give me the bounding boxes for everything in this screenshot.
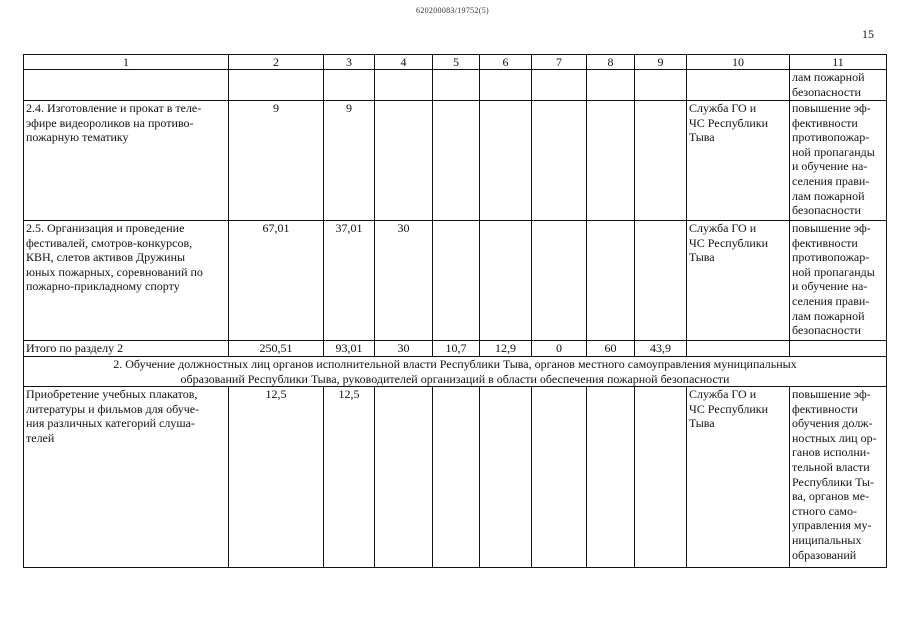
header-cell: 7 (532, 55, 587, 70)
executor-cell: Служба ГО и ЧС Республики Тыва (687, 221, 790, 341)
effect-cell: лам пожарной безопасности (790, 70, 887, 101)
amount-cell: 60 (587, 341, 635, 357)
section-heading-row (24, 357, 887, 387)
amount-cell (480, 101, 532, 221)
amount-cell (587, 101, 635, 221)
table-cell (324, 70, 375, 101)
table-cell (24, 70, 229, 101)
amount-cell (433, 387, 480, 568)
table-row-training (24, 387, 887, 568)
amount-cell (480, 221, 532, 341)
amount-cell: 9 (324, 101, 375, 221)
total-amount: 67,01 (229, 221, 324, 341)
amount-cell (532, 101, 587, 221)
amount-cell (635, 387, 687, 568)
amount-cell: 30 (375, 341, 433, 357)
amount-cell: 43,9 (635, 341, 687, 357)
activity-name: 2.4. Изготовление и прокат в теле- эфире видеороликов на противо- пожарную тематику (24, 101, 229, 221)
table-cell (480, 70, 532, 101)
table-cell (635, 70, 687, 101)
amount-cell: 37,01 (324, 221, 375, 341)
section-heading: 2. Обучение должностных лиц органов исполнительной власти Республики Тыва, органов местного самоуправления муниципальных образований Республики Тыва, руководителей организаций в области обеспечения пожарной безопасности (24, 357, 887, 387)
table-cell (375, 70, 433, 101)
amount-cell (532, 221, 587, 341)
continuation-row (24, 70, 887, 101)
header-cell: 4 (375, 55, 433, 70)
header-row (24, 55, 887, 70)
amount-cell (375, 101, 433, 221)
table-cell (229, 70, 324, 101)
executor-cell (687, 341, 790, 357)
amount-cell: 30 (375, 221, 433, 341)
table-cell (532, 70, 587, 101)
amount-cell (532, 387, 587, 568)
amount-cell (433, 101, 480, 221)
executor-cell: Служба ГО и ЧС Республики Тыва (687, 387, 790, 568)
activity-name: 2.5. Организация и проведение фестивалей, смотров-конкурсов, КВН, слетов активов Дружины юных пожарных, соревнований по пожарно-прикладному спорту (24, 221, 229, 341)
table-cell (587, 70, 635, 101)
header-cell: 8 (587, 55, 635, 70)
amount-cell: 93,01 (324, 341, 375, 357)
header-cell: 6 (480, 55, 532, 70)
table-row-2-4 (24, 101, 887, 221)
amount-cell (375, 387, 433, 568)
amount-cell (635, 101, 687, 221)
header-cell: 1 (24, 55, 229, 70)
table-row-2-5 (24, 221, 887, 341)
total-amount: 12,5 (229, 387, 324, 568)
header-cell: 2 (229, 55, 324, 70)
activity-name: Приобретение учебных плакатов, литературы и фильмов для обуче- ния различных категорий слуша- телей (24, 387, 229, 568)
header-cell: 9 (635, 55, 687, 70)
amount-cell: 10,7 (433, 341, 480, 357)
effect-cell (790, 341, 887, 357)
total-row (24, 341, 887, 357)
document-id: 620200083/19752(5) (416, 6, 489, 15)
budget-table (23, 54, 887, 568)
amount-cell: 12,9 (480, 341, 532, 357)
header-cell: 10 (687, 55, 790, 70)
effect-cell: повышение эф- фективности противопожар- ной пропаганды и обучение на- селения прави- лам пожарной безопасности (790, 221, 887, 341)
page-number: 15 (862, 27, 874, 41)
amount-cell (587, 221, 635, 341)
amount-cell (635, 221, 687, 341)
executor-cell: Служба ГО и ЧС Республики Тыва (687, 101, 790, 221)
amount-cell (587, 387, 635, 568)
header-cell: 3 (324, 55, 375, 70)
table-cell (687, 70, 790, 101)
effect-cell: повышение эф- фективности обучения долж- ностных лиц ор- ганов исполни- тельной власти Республики Ты- ва, органов ме- стного само- управления му- ниципальных образований (790, 387, 887, 568)
header-cell: 11 (790, 55, 887, 70)
effect-cell: повышение эф- фективности противопожар- ной пропаганды и обучение на- селения прави- лам пожарной безопасности (790, 101, 887, 221)
total-amount: 9 (229, 101, 324, 221)
amount-cell (480, 387, 532, 568)
amount-cell (433, 221, 480, 341)
total-amount: 250,51 (229, 341, 324, 357)
header-cell: 5 (433, 55, 480, 70)
amount-cell: 12,5 (324, 387, 375, 568)
total-label: Итого по разделу 2 (24, 341, 229, 357)
table-cell (433, 70, 480, 101)
amount-cell: 0 (532, 341, 587, 357)
